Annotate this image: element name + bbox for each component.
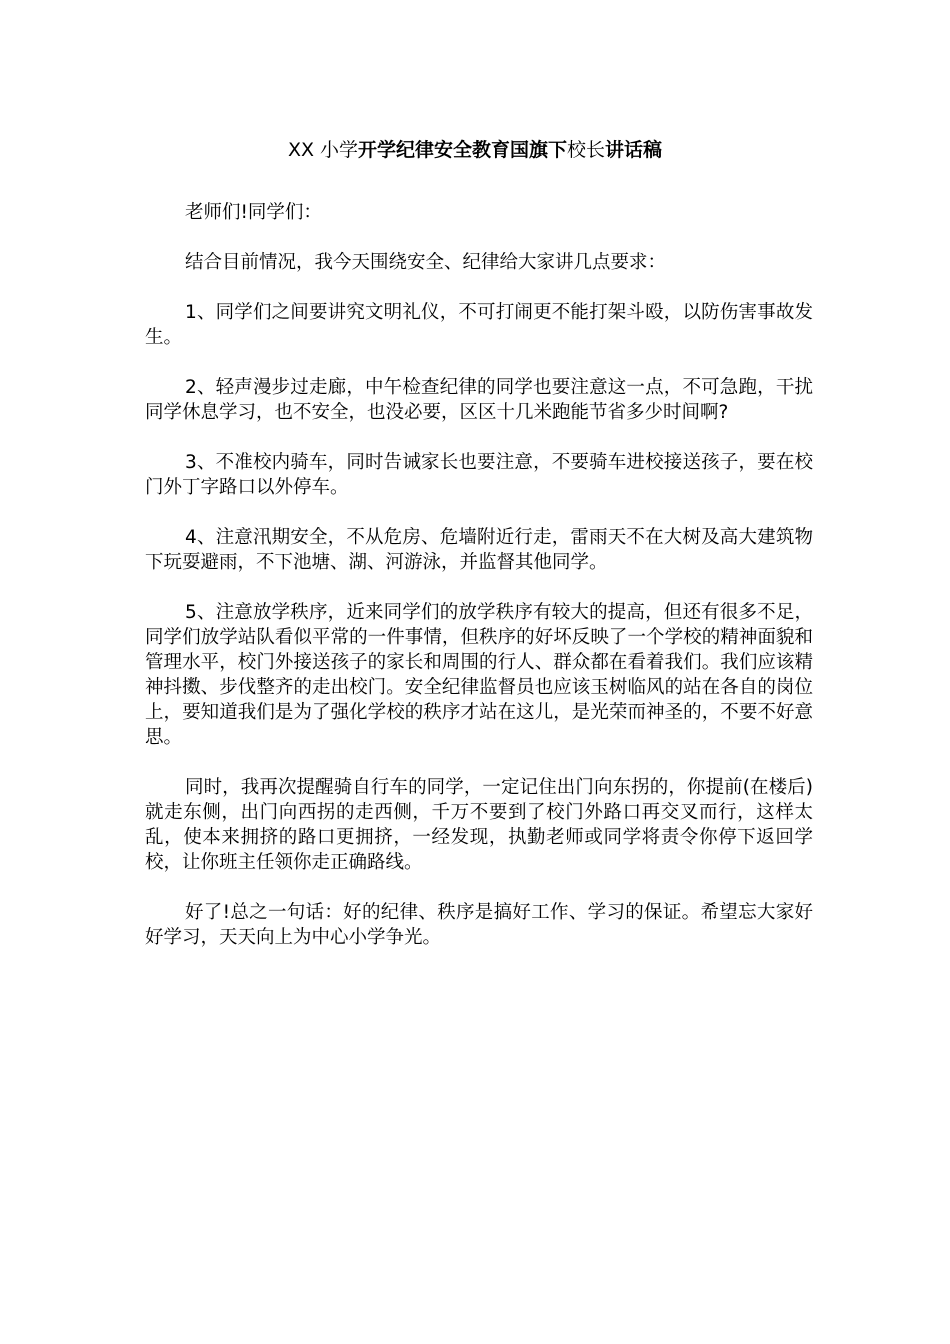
paragraph-rule-1: 1、同学们之间要讲究文明礼仪，不可打闹更不能打架斗殴，以防伤害事故发生。	[145, 302, 813, 348]
document-body	[145, 200, 813, 975]
title-part-speaker: 校长	[567, 139, 606, 161]
paragraph-closing: 好了!总之一句话：好的纪律、秩序是搞好工作、学习的保证。希望忘大家好好学习，天天向上为中心小学争光。	[145, 902, 813, 948]
paragraph-rule-5: 5、注意放学秩序，近来同学们的放学秩序有较大的提高，但还有很多不足，同学们放学站队看似平常的一件事情，但秩序的好坏反映了一个学校的精神面貌和管理水平，校门外接送孩子的家长和周围的行人、群众都在看着我们。我们应该精神抖擞、步伐整齐的走出校门。安全纪律监督员也应该玉树临风的站在各自的岗位上，要知道我们是为了强化学校的秩序才站在这儿，是光荣而神圣的，不要不好意思。	[145, 602, 813, 748]
paragraph-rule-2: 2、轻声漫步过走廊，中午检查纪律的同学也要注意这一点，不可急跑，干扰同学休息学习，也不安全，也没必要，区区十几米跑能节省多少时间啊?	[145, 377, 813, 423]
paragraph-intro: 结合目前情况，我今天围绕安全、纪律给大家讲几点要求：	[185, 252, 667, 273]
paragraph-rule-4: 4、注意汛期安全，不从危房、危墙附近行走，雷雨天不在大树及高大建筑物下玩耍避雨，不下池塘、湖、河游泳，并监督其他同学。	[145, 527, 813, 573]
paragraph-greeting: 老师们!同学们：	[185, 202, 322, 223]
title-part-school: XX 小学	[287, 139, 359, 161]
paragraph-bicycle: 同时，我再次提醒骑自行车的同学，一定记住出门向东拐的，你提前(在楼后)就走东侧，出门向西拐的走西侧，千万不要到了校门外路口再交叉而行，这样太乱，使本来拥挤的路口更拥挤，一经发现，执勤老师或同学将责令你停下返回学校，让你班主任领你走正确路线。	[145, 777, 813, 873]
document-title	[0, 136, 950, 164]
paragraph-rule-3: 3、不准校内骑车，同时告诫家长也要注意，不要骑车进校接送孩子，要在校门外丁字路口以外停车。	[145, 452, 813, 498]
title-part-topic: 开学纪律安全教育国旗下	[358, 139, 568, 161]
title-part-type: 讲话稿	[605, 139, 663, 161]
